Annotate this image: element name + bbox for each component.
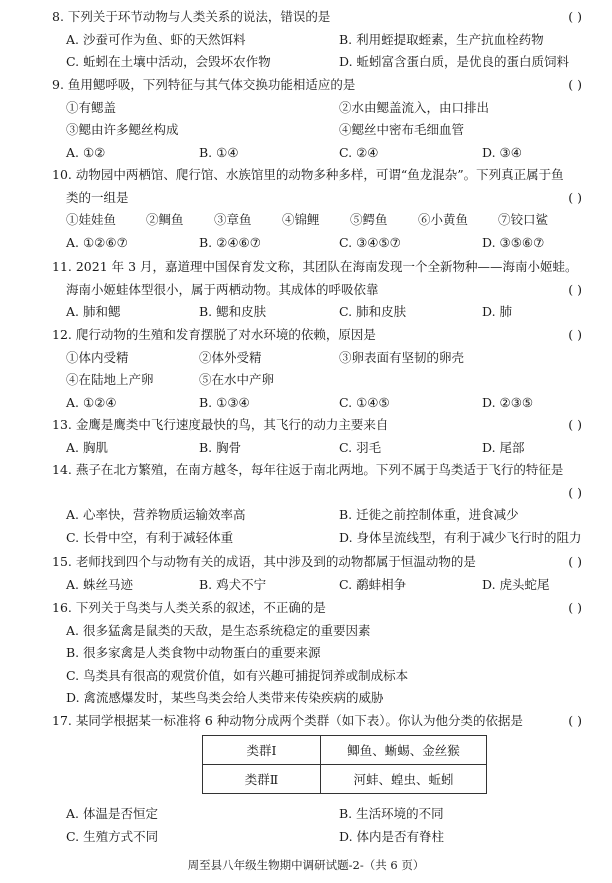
answer-blank: ( )	[568, 9, 582, 24]
question-9	[52, 74, 592, 164]
statement-item: ⑤鳄鱼	[350, 212, 388, 227]
option-b: B. 鸡犬不宁	[199, 576, 267, 592]
statement-item: ③章鱼	[214, 212, 252, 227]
statement-item: ①娃娃鱼	[66, 212, 117, 227]
statement-item: ①体内受精	[66, 349, 129, 365]
statement-item: ②水由鳃盖流入，由口排出	[339, 99, 490, 115]
question-12	[52, 324, 592, 414]
option-d: D. ③④	[482, 144, 522, 160]
question-stem: 15. 老师找到四个与动物有关的成语，其中涉及到的动物都属于恒温动物的是	[52, 554, 476, 569]
question-17-options	[52, 803, 592, 848]
question-stem: 类的一组是	[66, 189, 129, 205]
option-c: C. ③④⑤⑦	[339, 234, 401, 250]
option-b: B. ②④⑥⑦	[199, 234, 261, 250]
statement-item: ④鳃丝中密布毛细血管	[339, 122, 465, 137]
question-stem: 14. 燕子在北方繁殖，在南方越冬，每年往返于南北两地。下列不属于鸟类适于飞行的特征是	[52, 462, 564, 477]
question-10	[52, 164, 592, 254]
option-c: C. 羽毛	[339, 439, 382, 455]
option-a: A. 体温是否恒定	[66, 806, 158, 821]
statement-item: ④锦鲤	[282, 212, 320, 227]
classification-table	[202, 735, 487, 794]
option-a: A. 胸肌	[66, 439, 108, 455]
answer-blank: ( )	[568, 554, 582, 569]
statement-item: ⑥小黄鱼	[418, 212, 469, 227]
animals-cell: 河蚌、蝗虫、蚯蚓	[321, 765, 487, 794]
question-stem: 8. 下列关于环节动物与人类关系的说法，错误的是	[52, 9, 331, 24]
answer-blank: ( )	[568, 713, 582, 728]
option-d: D. 禽流感爆发时，某些鸟类会给人类带来传染疾病的威胁	[66, 690, 384, 705]
question-stem: 16. 下列关于鸟类与人类关系的叙述，不正确的是	[52, 600, 326, 615]
option-d: D. ③⑤⑥⑦	[482, 234, 545, 250]
statement-item: ②体外受精	[199, 349, 262, 365]
question-13	[52, 414, 592, 459]
animals-cell: 鲫鱼、蜥蜴、金丝猴	[321, 736, 487, 765]
option-c: C. 蚯蚓在土壤中活动，会毁坏农作物	[66, 54, 271, 69]
option-d: D. 尾部	[482, 439, 525, 455]
statement-item: ⑤在水中产卵	[199, 372, 275, 387]
option-c: C. 生殖方式不同	[66, 828, 159, 844]
statement-item: ①有鳃盖	[66, 99, 117, 115]
option-b: B. ①④	[199, 144, 239, 160]
answer-blank: ( )	[568, 327, 582, 342]
option-b: B. 胸骨	[199, 439, 242, 455]
option-d: D. ②③⑤	[482, 394, 534, 410]
statement-item: ④在陆地上产卵	[66, 372, 154, 387]
option-d: D. 体内是否有脊柱	[339, 828, 445, 844]
option-d: D. 虎头蛇尾	[482, 576, 550, 592]
option-a: A. 心率快，营养物质运输效率高	[66, 507, 246, 522]
option-c: C. 鸟类具有很高的观赏价值，如有兴趣可捕捉饲养或制成标本	[66, 667, 409, 683]
group-cell: 类群Ⅰ	[203, 736, 321, 765]
option-a: A. ①②⑥⑦	[66, 234, 128, 250]
question-stem: 10. 动物园中两栖馆、爬行馆、水族馆里的动物多种多样，可谓“鱼龙混杂”。下列真正属于鱼	[52, 167, 564, 182]
answer-blank: ( )	[568, 281, 582, 297]
question-stem: 17. 某同学根据某一标准将 6 种动物分成两个类群（如下表）。你认为他分类的依据是	[52, 713, 524, 728]
option-d: D. 蚯蚓富含蛋白质，是优良的蛋白质饲料	[339, 54, 570, 69]
question-stem: 12. 爬行动物的生殖和发育摆脱了对水环境的依赖，原因是	[52, 327, 376, 342]
question-11	[52, 256, 592, 324]
page-footer: 周至县八年级生物期中调研试题-2-（共 6 页）	[187, 858, 425, 872]
option-a: A. ①②	[66, 144, 106, 160]
option-c: C. ②④	[339, 144, 379, 160]
question-stem: 9. 鱼用鳃呼吸，下列特征与其气体交换功能相适应的是	[52, 77, 356, 92]
statement-item: ⑦铰口鲨	[498, 212, 549, 227]
option-d: D. 身体呈流线型，有利于减少飞行时的阻力	[339, 529, 582, 545]
option-b: B. 生活环境的不同	[339, 806, 444, 821]
answer-blank: ( )	[568, 484, 582, 500]
option-c: C. 鹬蚌相争	[339, 576, 407, 592]
question-15	[52, 551, 592, 596]
question-stem: 11. 2021 年 3 月，嘉道理中国保育发文称，其团队在海南发现一个全新物种——海南小姬蛙。	[52, 259, 578, 274]
question-17	[52, 710, 592, 733]
answer-blank: ( )	[568, 189, 582, 205]
option-c: C. ①④⑤	[339, 394, 390, 410]
option-a: A. 蛛丝马迹	[66, 576, 133, 592]
question-8	[52, 6, 592, 74]
table-row	[203, 736, 487, 765]
statement-item: ③卵表面有坚韧的卵壳	[339, 349, 465, 365]
group-cell: 类群Ⅱ	[203, 765, 321, 794]
option-c: C. 长骨中空，有利于减轻体重	[66, 529, 234, 545]
option-c: C. 肺和皮肤	[339, 304, 407, 319]
option-b: B. 鳃和皮肤	[199, 304, 267, 319]
answer-blank: ( )	[568, 417, 582, 432]
option-b: B. 很多家禽是人类食物中动物蛋白的重要来源	[66, 645, 321, 660]
option-b: B. 迁徙之前控制体重，进食减少	[339, 507, 519, 522]
option-a: A. ①②④	[66, 394, 117, 410]
question-16	[52, 597, 592, 710]
answer-blank: ( )	[568, 600, 582, 615]
question-stem: 13. 金鹰是鹰类中飞行速度最快的鸟，其飞行的动力主要来自	[52, 417, 389, 432]
statement-item: ②鲷鱼	[146, 212, 184, 227]
answer-blank: ( )	[568, 77, 582, 92]
option-a: A. 很多猛禽是鼠类的天敌，是生态系统稳定的重要因素	[66, 622, 371, 638]
table-row	[203, 765, 487, 794]
option-d: D. 肺	[482, 304, 513, 319]
option-a: A. 肺和鳃	[66, 304, 121, 319]
option-a: A. 沙蚕可作为鱼、虾的天然饵料	[66, 31, 246, 47]
option-b: B. 利用蛭提取蛭素，生产抗血栓药物	[339, 31, 544, 47]
option-b: B. ①③④	[199, 394, 250, 410]
question-stem: 海南小姬蛙体型很小，属于两栖动物。其成体的呼吸依靠	[66, 281, 379, 297]
question-14	[52, 459, 592, 549]
statement-item: ③鳃由许多鳃丝构成	[66, 122, 179, 137]
